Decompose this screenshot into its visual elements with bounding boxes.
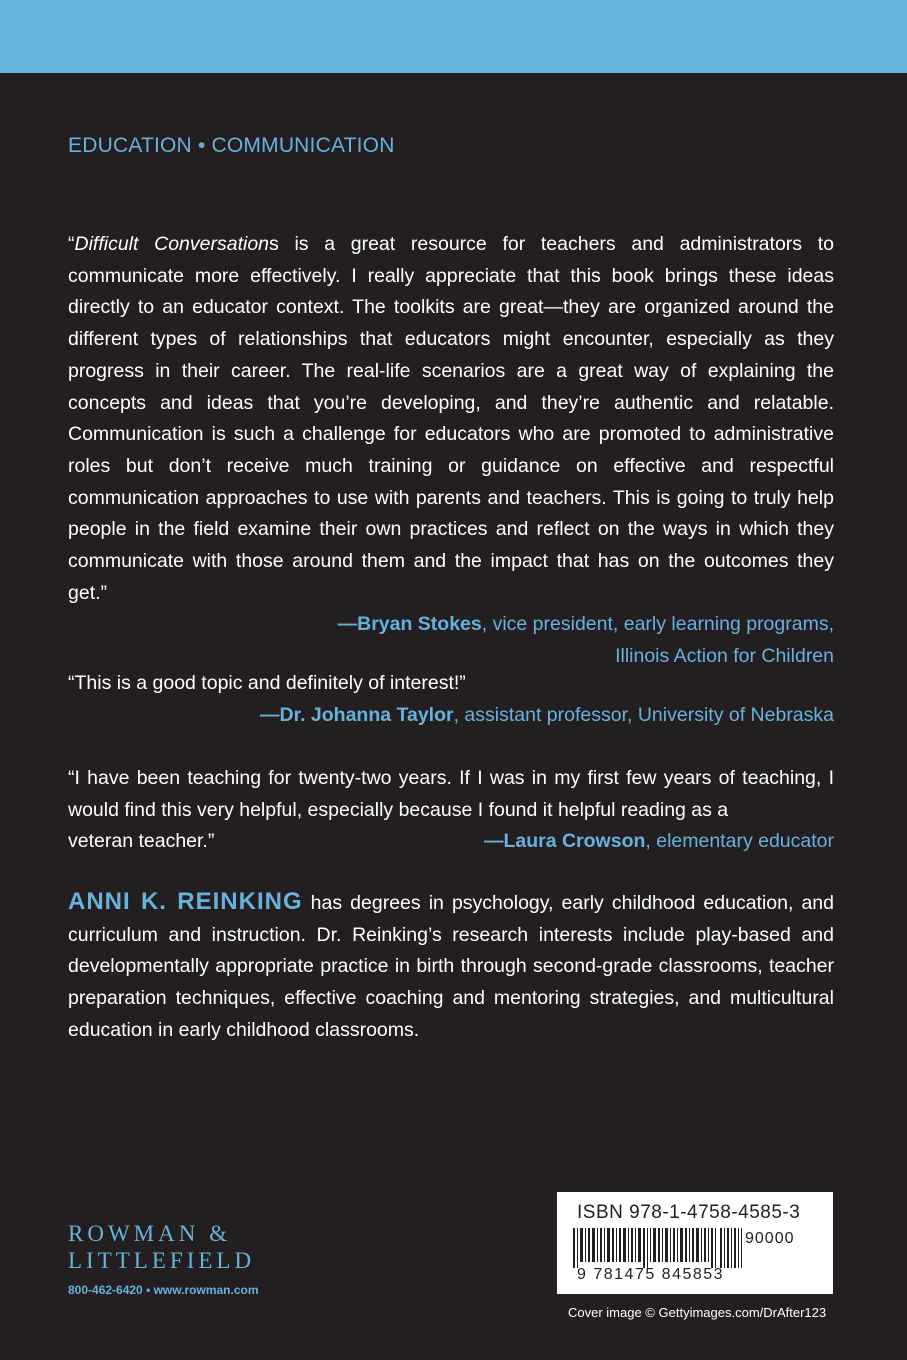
quote-taylor bbox=[68, 668, 834, 731]
quote-last-line bbox=[68, 826, 834, 858]
attribution-role: , elementary educator bbox=[645, 830, 834, 853]
publisher-logo bbox=[68, 1220, 255, 1274]
price-code: 90000 bbox=[745, 1230, 795, 1247]
publisher-contact: 800-462-6420 • www.rowman.com bbox=[68, 1283, 259, 1297]
quote-text: s is a great resource for teachers and administrators to communicate more effectively. I really appreciate that this book brings these ideas directly to an educator context. The toolkits are great—they are organized around the different types of relationships that educators might encounter, especially as they progress in their career. The real-life scenarios are a great way of explaining the concepts and ideas that you’re developing, and they’re authentic and relatable. Communication is such a challenge for educators who are promoted to administrative roles but don’t receive much training or guidance on effective and respectful communication approaches to use with parents and teachers. This is going to truly help people in the field examine their own practices and reflect on the ways in which they communicate with those around them and the impact that has on the outcomes they get.” bbox=[68, 233, 834, 604]
attribution-name: —Dr. Johanna Taylor bbox=[259, 703, 454, 726]
author-bio bbox=[68, 886, 834, 1047]
category-label: EDUCATION • COMMUNICATION bbox=[68, 134, 395, 157]
publisher-line2: LITTLEFIELD bbox=[68, 1248, 256, 1273]
author-name: ANNI K. REINKING bbox=[68, 888, 303, 915]
attribution bbox=[484, 826, 834, 858]
attribution bbox=[68, 609, 834, 672]
quote-text: “I have been teaching for twenty-two years. If I was in my first few years of teaching, I would find this very helpful, especially because I found it helpful reading as a bbox=[68, 767, 834, 821]
top-color-band bbox=[0, 0, 907, 73]
attribution-org: Illinois Action for Children bbox=[615, 645, 834, 668]
attribution-name: —Bryan Stokes bbox=[337, 613, 482, 636]
ean-digits: 9 781475 845853 bbox=[577, 1266, 725, 1283]
attribution-role: , assistant professor, University of Nebraska bbox=[453, 703, 834, 726]
quote-text: “This is a good topic and definitely of interest!” bbox=[68, 672, 466, 694]
cover-credit: Cover image © Gettyimages.com/DrAfter123 bbox=[568, 1305, 827, 1320]
quote-text-end: veteran teacher.” bbox=[68, 830, 215, 853]
quote-open-mark: “ bbox=[68, 233, 75, 255]
publisher-line1: ROWMAN & bbox=[68, 1221, 231, 1246]
isbn-text: ISBN 978-1-4758-4585-3 bbox=[577, 1202, 801, 1223]
quote-crowson bbox=[68, 763, 834, 858]
barcode-box bbox=[557, 1192, 833, 1294]
attribution-role: , vice president, early learning programs, bbox=[481, 613, 834, 636]
quote-stokes bbox=[68, 229, 834, 673]
bio-text: has degrees in psychology, early childhood education, and curriculum and instruction. Dr. Reinking’s research interests include play-based and developmentally appropriate practice in birth through second-grade classrooms, teacher preparation techniques, effective coaching and mentoring strategies, and multicultural education in early childhood classrooms. bbox=[68, 892, 834, 1041]
attribution bbox=[68, 700, 834, 732]
book-title: Difficult Conversation bbox=[74, 233, 270, 255]
attribution-name: —Laura Crowson bbox=[483, 830, 646, 853]
